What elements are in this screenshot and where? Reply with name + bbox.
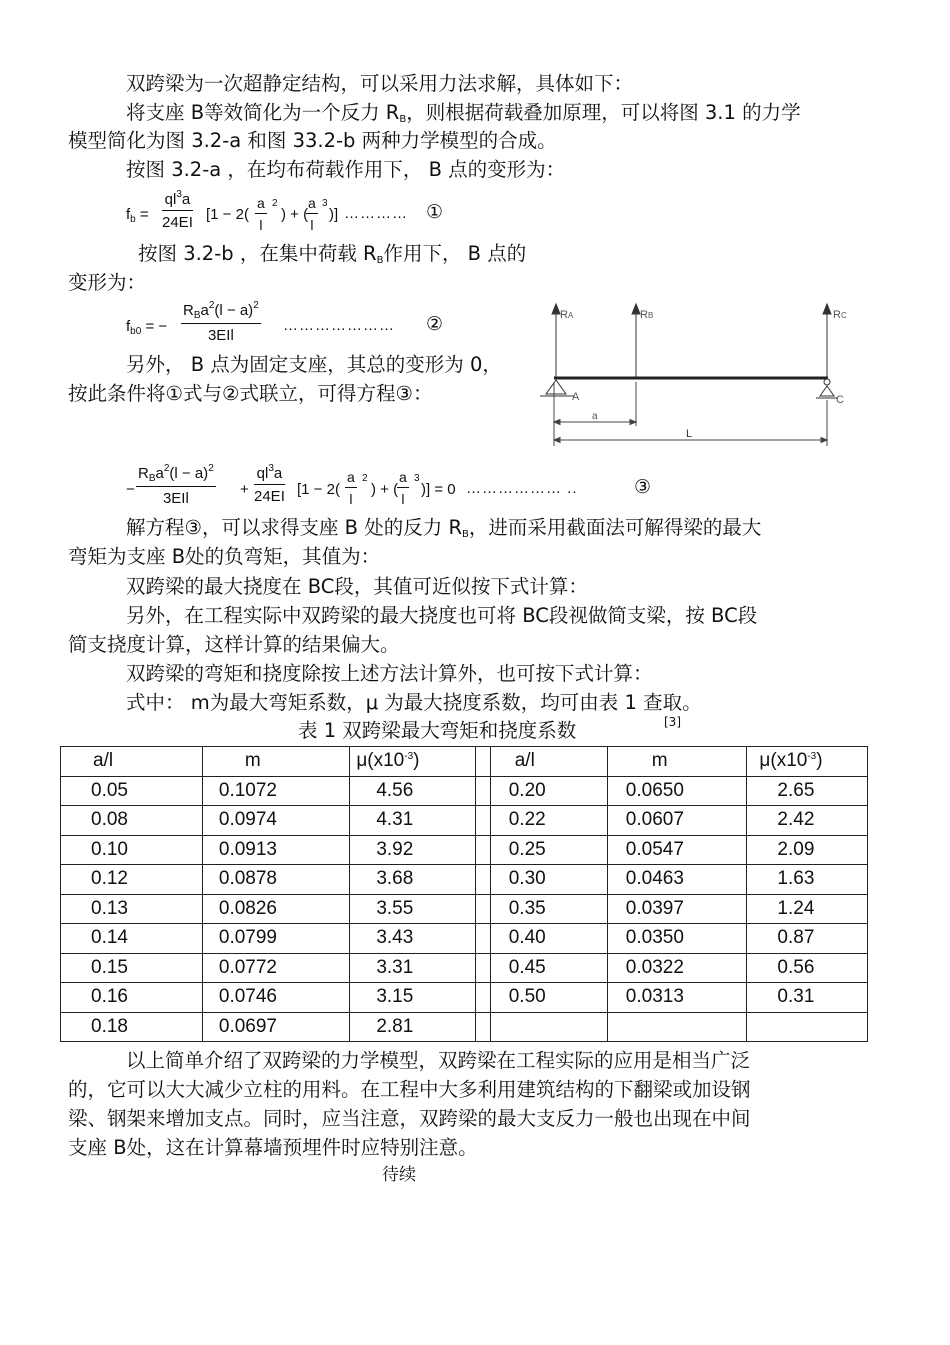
table-cell: 3.92 <box>350 835 476 865</box>
text-segment: 作用下， B 点的 <box>383 242 527 265</box>
text-segment: 按图 3.2-b ，在集中荷载 R <box>138 242 377 265</box>
table-cell: 0.0547 <box>607 835 747 865</box>
reaction-arrow-c <box>823 304 831 378</box>
table-cell: 4.56 <box>350 776 476 806</box>
superscript: -3 <box>404 751 414 763</box>
header-cell <box>350 747 476 777</box>
table-row <box>61 776 868 806</box>
beam-diagram <box>530 300 860 450</box>
paragraph-condition: 另外， B 点为固定支座，其总的变形为 0， <box>126 353 502 376</box>
numerator: ql <box>256 465 269 482</box>
eq-bracket: [1 − 2( <box>297 481 340 498</box>
table-cell: 0.40 <box>490 924 607 954</box>
eq-bracket: )] = 0 <box>421 481 456 498</box>
numerator: R <box>183 302 194 319</box>
table-cell: 2.81 <box>350 1012 476 1042</box>
superscript: 3 <box>414 473 420 484</box>
eq-symbol: f <box>126 318 131 335</box>
eq-symbol: + <box>240 481 249 498</box>
numerator: R <box>138 465 149 482</box>
support-a <box>540 380 574 396</box>
text-segment: ，则根据荷载叠加原理，可以将图 3.1 的力学 <box>406 101 801 124</box>
label-a: A <box>572 391 580 403</box>
paragraph-line: 简支挠度计算，这样计算的结果偏大。 <box>68 633 400 656</box>
coefficient-table <box>60 746 868 1042</box>
leader-dots: ………… <box>344 205 408 222</box>
denominator: l <box>349 491 353 507</box>
superscript: 3 <box>176 189 182 200</box>
fraction <box>136 463 216 507</box>
table-cell: 0.0350 <box>607 924 747 954</box>
equation-tag: ③ <box>634 476 652 498</box>
table-cell: 4.31 <box>350 806 476 836</box>
numerator-tail: (l − a) <box>214 302 254 319</box>
paragraph-alt-method: 双跨梁的弯矩和挠度除按上述方法计算外，也可按下式计算： <box>126 662 653 685</box>
subscript: b0 <box>130 326 142 337</box>
paragraph-line: 的，它可以大大减少立柱的用料。在工程中大多利用建筑结构的下翻梁或加设钢 <box>68 1078 751 1101</box>
spacer-cell <box>476 747 491 777</box>
numerator-tail: (l − a) <box>169 465 209 482</box>
dim-l-label: L <box>686 428 693 440</box>
to-be-continued: 待续 <box>382 1165 416 1185</box>
subscript: B <box>376 255 384 266</box>
eq-symbol: = <box>139 206 149 223</box>
table-cell: 0.15 <box>61 953 203 983</box>
table-cell: 0.0397 <box>607 894 747 924</box>
spacer-cell <box>476 983 491 1013</box>
table-cell: 0.0322 <box>607 953 747 983</box>
header-text: μ(x10 <box>356 750 405 772</box>
table-cell: 1.63 <box>747 865 868 895</box>
numerator: a <box>345 469 357 488</box>
table-cell: 0.0799 <box>202 924 349 954</box>
paragraph-line: 按此条件将①式与②式联立，可得方程③： <box>68 382 433 405</box>
table-cell: 0.0697 <box>202 1012 349 1042</box>
label-rb: RB <box>640 309 654 321</box>
table-cell: 3.31 <box>350 953 476 983</box>
header-cell <box>747 747 868 777</box>
table-cell: 3.68 <box>350 865 476 895</box>
table-cell <box>747 1012 868 1042</box>
table-cell: 0.12 <box>61 865 203 895</box>
eq-symbol: − <box>126 481 135 498</box>
superscript: 2 <box>208 300 215 311</box>
paragraph-simple-span: 另外，在工程实际中双跨梁的最大挠度也可将 BC段视做简支梁，按 BC段 <box>126 604 758 627</box>
fraction <box>255 195 267 233</box>
table-cell: 0.0974 <box>202 806 349 836</box>
table-cell <box>490 1012 607 1042</box>
table-cell: 0.30 <box>490 865 607 895</box>
table-cell: 0.45 <box>490 953 607 983</box>
subscript: B <box>193 310 201 321</box>
table-cell: 0.31 <box>747 983 868 1013</box>
numerator: a <box>255 195 267 214</box>
numerator: a <box>397 469 409 488</box>
leader-dots: ……………… .. <box>466 480 578 497</box>
superscript: 2 <box>253 300 259 311</box>
paragraph-support-b <box>126 101 801 132</box>
table-cell: 2.42 <box>747 806 868 836</box>
table-cell: 0.50 <box>490 983 607 1013</box>
text-segment: 将支座 B等效简化为一个反力 R <box>126 101 400 124</box>
paragraph-load-b <box>138 242 526 273</box>
paragraph-line: 模型简化为图 3.2-a 和图 33.2-b 两种力学模型的合成。 <box>68 129 557 152</box>
paragraph-intro: 双跨梁为一次超静定结构，可以采用力法求解，具体如下： <box>126 72 634 95</box>
table-header-row <box>61 747 868 777</box>
table-cell: 0.13 <box>61 894 203 924</box>
spacer-cell <box>476 894 491 924</box>
table-cell: 0.87 <box>747 924 868 954</box>
table-cell: 0.22 <box>490 806 607 836</box>
numerator: a <box>155 465 164 482</box>
table-cell: 0.10 <box>61 835 203 865</box>
header-cell: a/l <box>61 747 203 777</box>
subscript: B <box>462 529 469 540</box>
table-caption: 表 1 双跨梁最大弯矩和挠度系数 <box>298 719 577 742</box>
denominator: l <box>259 217 263 233</box>
denominator: l <box>401 491 405 507</box>
label-ra: RA <box>560 309 574 321</box>
header-text: ) <box>413 750 420 772</box>
superscript: 3 <box>322 198 328 209</box>
spacer-cell <box>476 835 491 865</box>
table-cell: 0.0878 <box>202 865 349 895</box>
numerator: a <box>306 195 318 214</box>
label-c: C <box>836 394 844 406</box>
table-cell: 0.0746 <box>202 983 349 1013</box>
table-cell: 2.09 <box>747 835 868 865</box>
table-cell: 0.0607 <box>607 806 747 836</box>
reaction-arrow-b <box>632 304 640 378</box>
support-c <box>816 379 838 398</box>
paragraph-solve <box>126 516 761 547</box>
fraction <box>181 300 261 344</box>
subscript: b <box>130 214 136 225</box>
subscript: B <box>148 473 156 484</box>
table-cell: 0.56 <box>747 953 868 983</box>
table-row <box>61 983 868 1013</box>
table-row <box>61 865 868 895</box>
fraction <box>306 195 318 233</box>
header-cell: m <box>607 747 747 777</box>
spacer-cell <box>476 924 491 954</box>
numerator: ql <box>164 191 177 208</box>
spacer-cell <box>476 1012 491 1042</box>
table-row <box>61 953 868 983</box>
fraction <box>162 189 193 231</box>
table-cell: 0.0463 <box>607 865 747 895</box>
table-cell: 0.0313 <box>607 983 747 1013</box>
table-cell: 0.16 <box>61 983 203 1013</box>
eq-symbol: = − <box>145 318 168 335</box>
eq-symbol: ) + ( <box>371 481 399 498</box>
paragraph-line: 变形为： <box>68 271 147 294</box>
table-cell: 0.0650 <box>607 776 747 806</box>
denominator: l <box>310 217 314 233</box>
table-cell: 3.15 <box>350 983 476 1013</box>
header-text: ) <box>816 750 823 772</box>
numerator: a <box>200 302 209 319</box>
numerator-tail: a <box>181 191 191 208</box>
table-row <box>61 894 868 924</box>
superscript: 2 <box>163 463 170 474</box>
superscript: 2 <box>362 473 368 484</box>
eq-symbol: f <box>126 206 131 223</box>
paragraph-summary: 以上简单介绍了双跨梁的力学模型，双跨梁在工程实际的应用是相当广泛 <box>126 1049 751 1072</box>
table-cell: 0.0913 <box>202 835 349 865</box>
spacer-cell <box>476 776 491 806</box>
text-segment: 解方程③，可以求得支座 B 处的反力 R <box>126 516 463 539</box>
spacer-cell <box>476 806 491 836</box>
table-cell: 0.35 <box>490 894 607 924</box>
eq-symbol: ) + ( <box>281 206 309 223</box>
text-segment: ，进而采用截面法可解得梁的最大 <box>468 516 762 539</box>
table-cell: 2.65 <box>747 776 868 806</box>
spacer-cell <box>476 865 491 895</box>
paragraph-line: 支座 B处，这在计算幕墙预埋件时应特别注意。 <box>68 1136 478 1159</box>
subscript: B <box>399 114 407 125</box>
table-cell: 3.55 <box>350 894 476 924</box>
reaction-arrow-a <box>552 304 560 378</box>
superscript: 3 <box>268 463 274 474</box>
equation-tag: ① <box>426 201 444 223</box>
table-cell: 0.18 <box>61 1012 203 1042</box>
table-row <box>61 1012 868 1042</box>
table-cell: 0.1072 <box>202 776 349 806</box>
table-cell: 3.43 <box>350 924 476 954</box>
denominator: 24EI <box>254 488 285 505</box>
paragraph-line: 弯矩为支座 B处的负弯矩，其值为： <box>68 545 381 568</box>
paragraph-line: 梁、钢架来增加支点。同时，应当注意，双跨梁的最大支反力一般也出现在中间 <box>68 1107 751 1130</box>
table-cell <box>607 1012 747 1042</box>
table-cell: 1.24 <box>747 894 868 924</box>
paragraph-where: 式中： m为最大弯矩系数，μ 为最大挠度系数，均可由表 1 查取。 <box>126 691 702 714</box>
label-rc: RC <box>833 309 847 321</box>
eq-bracket: )] <box>329 206 339 223</box>
paragraph-max-deflection: 双跨梁的最大挠度在 BC段，其值可近似按下式计算： <box>126 575 588 598</box>
table-cell: 0.0772 <box>202 953 349 983</box>
citation-mark: [3] <box>664 715 681 729</box>
denominator: 3EIl <box>207 327 234 344</box>
dim-a-label: a <box>592 411 598 422</box>
header-cell: m <box>202 747 349 777</box>
superscript: 2 <box>208 463 214 474</box>
eq-bracket: [1 − 2( <box>206 206 249 223</box>
fraction <box>397 469 409 507</box>
superscript: 2 <box>272 198 278 209</box>
leader-dots: ………………… <box>283 317 395 334</box>
superscript: -3 <box>807 751 817 763</box>
table-cell: 0.25 <box>490 835 607 865</box>
header-text: μ(x10 <box>759 750 808 772</box>
table-cell: 0.20 <box>490 776 607 806</box>
header-cell: a/l <box>490 747 607 777</box>
denominator: 24EI <box>162 214 193 231</box>
table-cell: 0.0826 <box>202 894 349 924</box>
denominator: 3EIl <box>162 490 189 507</box>
fraction <box>254 463 285 505</box>
paragraph-load-a: 按图 3.2-a ，在均布荷载作用下， B 点的变形为： <box>126 158 566 181</box>
table-row <box>61 806 868 836</box>
equation-tag: ② <box>426 313 444 335</box>
table-row <box>61 835 868 865</box>
fraction <box>345 469 357 507</box>
table-cell: 0.05 <box>61 776 203 806</box>
numerator-tail: a <box>273 465 283 482</box>
table-cell: 0.14 <box>61 924 203 954</box>
table-row <box>61 924 868 954</box>
spacer-cell <box>476 953 491 983</box>
table-cell: 0.08 <box>61 806 203 836</box>
